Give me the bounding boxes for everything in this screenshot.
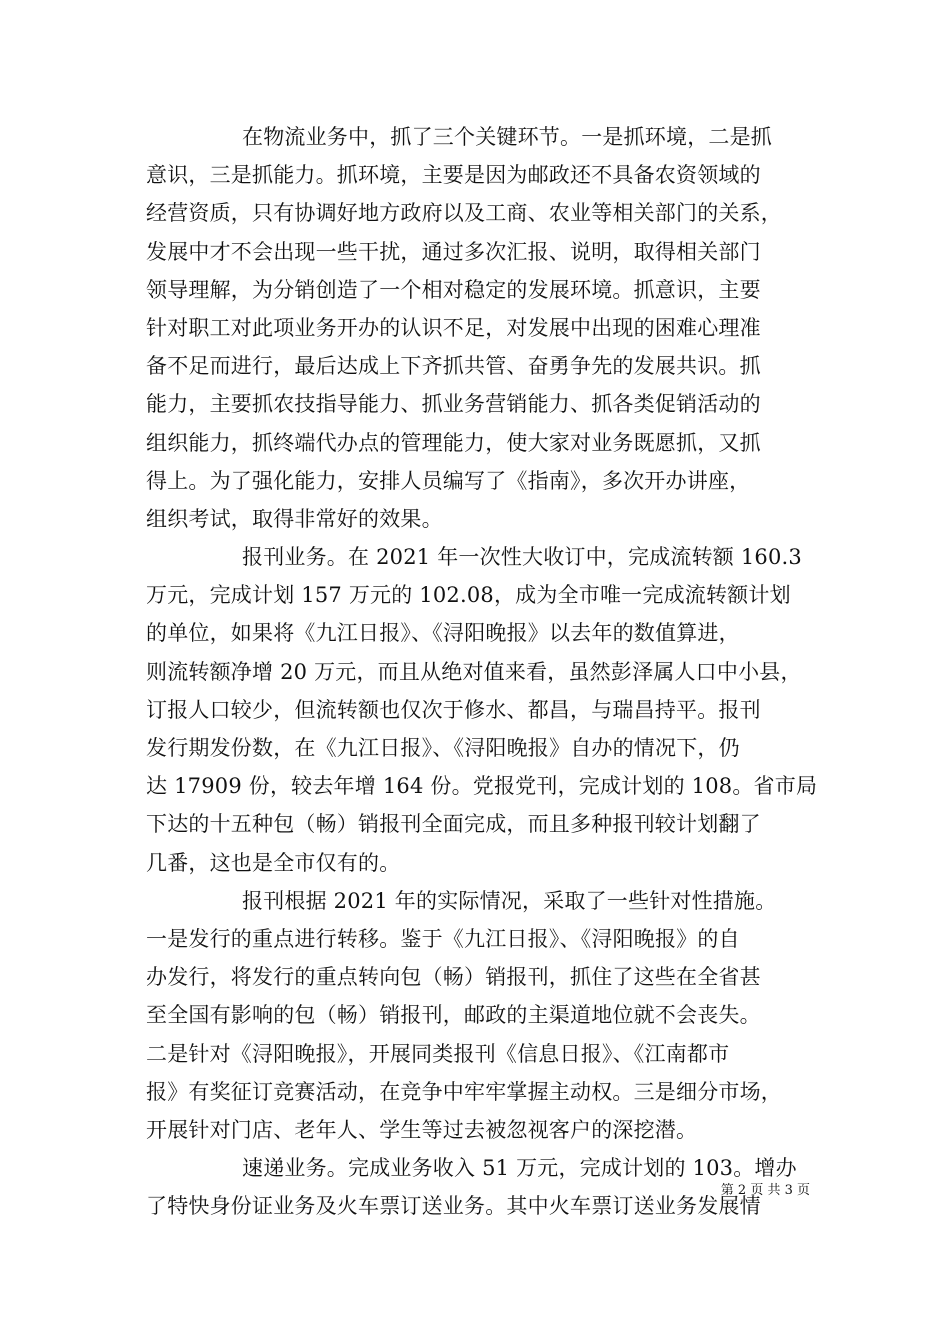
paragraph-logistics-line-5: 领导理解，为分销创造了一个相对稳定的发展环境。抓意识，主要	[146, 277, 761, 302]
paragraph-newspaper-line-7: 达 17909 份，较去年增 164 份。党报党刊，完成计划的 108。省市局	[146, 774, 818, 799]
paragraph-logistics-line-4: 发展中才不会出现一些干扰，通过多次汇报、说明，取得相关部门	[146, 239, 761, 264]
paragraph-logistics-line-7: 备不足而进行，最后达成上下齐抓共管、奋勇争先的发展共识。抓	[146, 354, 761, 379]
paragraph-newspaper-line-5: 订报人口较少，但流转额也仅次于修水、都昌，与瑞昌持平。报刊	[146, 697, 761, 722]
paragraph-logistics-line-8: 能力，主要抓农技指导能力、抓业务营销能力、抓各类促销活动的	[146, 392, 761, 417]
paragraph-newspaper-line-8: 下达的十五种包（畅）销报刊全面完成，而且多种报刊较计划翻了	[146, 812, 761, 837]
paragraph-measures-line-5: 二是针对《浔阳晚报》，开展同类报刊《信息日报》、《江南都市	[146, 1041, 730, 1066]
paragraph-measures-line-1: 报刊根据 2021 年的实际情况，采取了一些针对性措施。	[242, 888, 777, 913]
paragraph-measures-line-4: 至全国有影响的包（畅）销报刊，邮政的主渠道地位就不会丧失。	[146, 1003, 761, 1028]
paragraph-logistics-line-11: 组织考试，取得非常好的效果。	[146, 506, 443, 531]
paragraph-measures-line-3: 办发行，将发行的重点转向包（畅）销报刊，抓住了这些在全省甚	[146, 965, 761, 990]
paragraph-logistics-line-6: 针对职工对此项业务开办的认识不足，对发展中出现的困难心理准	[146, 315, 761, 340]
paragraph-newspaper-line-3: 的单位，如果将《九江日报》、《浔阳晚报》以去年的数值算进，	[146, 621, 740, 646]
paragraph-newspaper-line-9: 几番，这也是全市仅有的。	[146, 850, 401, 875]
paragraph-logistics-line-2: 意识，三是抓能力。抓环境，主要是因为邮政还不具备农资领域的	[146, 163, 761, 188]
paragraph-measures-line-2: 一是发行的重点进行转移。鉴于《九江日报》、《浔阳晚报》的自	[146, 926, 740, 951]
paragraph-express-line-1: 速递业务。完成业务收入 51 万元，完成计划的 103。增办	[242, 1156, 797, 1181]
document-body	[146, 118, 818, 1225]
paragraph-express-line-2: 了特快身份证业务及火车票订送业务。其中火车票订送业务发展情	[146, 1194, 761, 1219]
paragraph-newspaper-line-1: 报刊业务。在 2021 年一次性大收订中，完成流转额 160.3	[242, 545, 802, 570]
paragraph-logistics-line-3: 经营资质，只有协调好地方政府以及工商、农业等相关部门的关系，	[146, 201, 782, 226]
paragraph-logistics-line-1: 在物流业务中，抓了三个关键环节。一是抓环境，二是抓	[242, 125, 772, 149]
paragraph-logistics-line-9: 组织能力，抓终端代办点的管理能力，使大家对业务既愿抓，又抓	[146, 430, 761, 455]
paragraph-measures-line-7: 开展针对门店、老年人、学生等过去被忽视客户的深挖潜。	[146, 1117, 698, 1142]
paragraph-newspaper-line-4: 则流转额净增 20 万元，而且从绝对值来看，虽然彭泽属人口中小县，	[146, 659, 802, 684]
paragraph-newspaper-line-2: 万元，完成计划 157 万元的 102.08，成为全市唯一完成流转额计划	[146, 583, 791, 608]
paragraph-newspaper-line-6: 发行期发份数，在《九江日报》、《浔阳晚报》自办的情况下，仍	[146, 736, 740, 760]
paragraph-logistics-line-10: 得上。为了强化能力，安排人员编写了《指南》，多次开办讲座，	[146, 468, 751, 493]
paragraph-measures-line-6: 报》有奖征订竞赛活动，在竞争中牢牢掌握主动权。三是细分市场，	[146, 1079, 782, 1104]
page-number-footer: 第 2 页 共 3 页	[720, 1183, 810, 1198]
